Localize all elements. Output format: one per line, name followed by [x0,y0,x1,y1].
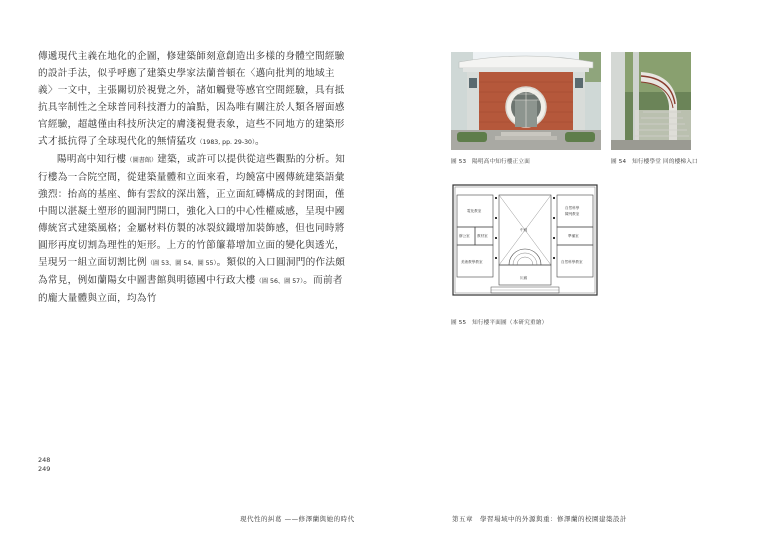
figure-reference-2: （圖 56、圖 57） [255,278,304,285]
figure-reference-1: （圖 53、圖 54、圖 55） [146,260,217,267]
paragraph-1-text: 傳遞現代主義在地化的企圖，修建築師刻意創造出多樣的身體空間經驗的設計手法，似乎呼應了建築史學家法蘭普頓在〈邁向批判的地域主義〉一文中，主張關切於視覺之外，諸如觸覺等感官空間經驗，具有抵抗具宰制性之全球普同科技潛力的論點，因為唯有關注於人類各層面感官經驗，超越僅由科技所決定的膚淺視覺表象，這些不同地方的建築形式才抵抗得了全球現代化的無情猛攻 [38,51,345,147]
plan-label-exhibition: 陳列教室 [565,212,580,216]
plan-label-hall: 川廊 [520,276,528,280]
plan-label-materials: 教材室 [477,234,488,238]
running-footer-right: 第五章 學習場域中的外源與重：修澤蘭的校園建築設計 [452,515,627,523]
figure-55-caption: 圖 55 知行樓平面圖（本研究重繪） [451,320,548,326]
plan-label-science-room: 自然科學教室 [561,260,583,264]
plan-label-office: 辦公室 [459,234,470,238]
citation: （1983, pp. 29-30） [196,139,256,146]
floor-plan [451,183,599,309]
page-number-right: 249 [38,465,51,473]
staircase-photo [611,52,691,150]
paragraph-1-end: 。 [255,136,265,147]
paragraph-2-text-c: 。類似的入口圓洞門的作法頗為常見，例如蘭陽女中圖書館與明德國中行政大樓 [38,257,346,286]
left-page-body [38,48,346,307]
page-numbers [38,456,50,474]
plan-label-av-room: 電化教室 [467,209,482,213]
running-footer-left: 現代性的糾葛 ——修澤蘭與她的時代 [240,515,355,523]
paragraph-1 [38,48,346,151]
paragraph-2-note: （圖書館） [126,157,158,164]
plan-label-art-room: 美術教學教室 [461,260,483,264]
paragraph-2-text-a: 陽明高中知行樓 [57,154,127,165]
paragraph-2-text-d: 。而前者的龐大量體與立面，均為竹 [38,275,343,304]
paragraph-2-text-b: 建築，或許可以提供從這些觀點的分析。知行樓為一合院空間，從建築量體和立面來看，均饒富中國傳統建築語彙強烈：抬高的基座、飾有雲紋的深出簷，正立面紅磚構成的封閉面，僅中間以湛凝土塑形的圓洞門開口，強化入口的中心性權威感，呈現中國傳統宮式建築風格；金屬材料仿製的冰裂紋鐵增加裝飾感，但也同時將圓形再度切割為理性的矩形。上方的竹節簾幕增加立面的變化與透光，呈現另一組立面切割比例 [38,154,346,268]
plan-label-prep-room: 準備室 [568,234,579,238]
facade-photo [451,52,601,150]
page-number-left: 248 [38,456,51,464]
plan-label-courtyard: 中庭 [520,228,528,232]
plan-label-science: 自然科學 [565,206,580,210]
figure-53-caption: 圖 53 陽明高中知行樓正立面 [451,159,531,165]
paragraph-2 [38,151,346,307]
figure-54-caption: 圖 54 知行樓學堂 回的樓梯入口 [611,159,698,165]
